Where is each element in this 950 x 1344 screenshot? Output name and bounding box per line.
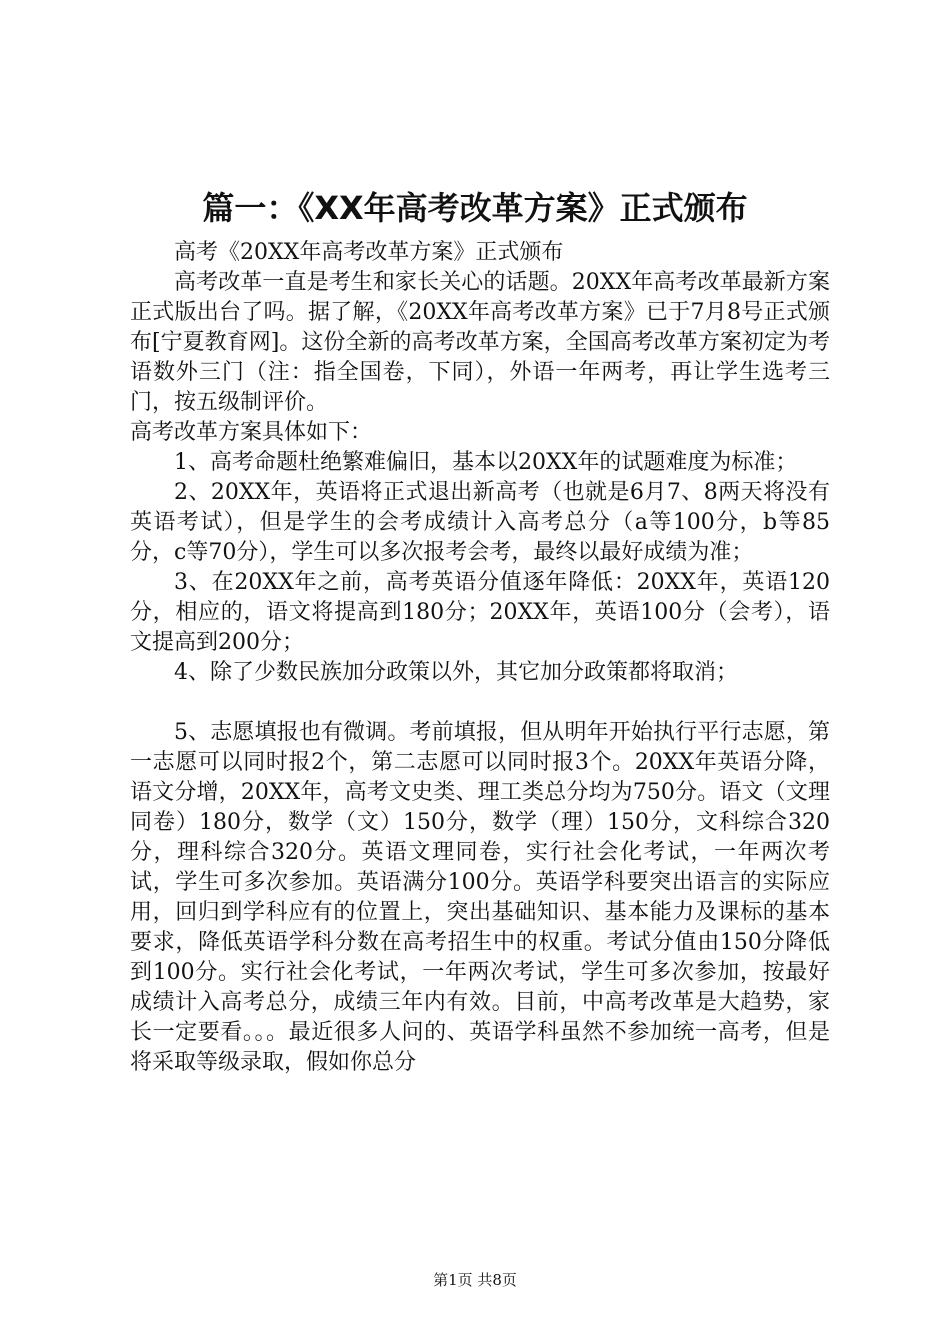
paragraph-item-5: 5、志愿填报也有微调。考前填报，但从明年开始执行平行志愿，第一志愿可以同时报2个，第二志愿可以同时报3个。: [130, 720, 830, 775]
paragraph-item-1: 1、高考命题杜绝繁难偏旧，基本以20XX年的试题难度为标准；: [174, 450, 798, 475]
paragraph-item-4: 4、除了少数民族加分政策以外，其它加分政策都将取消；: [174, 660, 738, 685]
paragraph-item-5-block: [130, 718, 830, 1078]
paragraph-item-2: 2、20XX年，英语将正式退出新高考（也就是6月7、8两天将没有英语考试），但是学生的会考成绩计入高考总分（a等100分，b等85分，c等70分），学生可以多次报考会考，最终以最好成绩为准；: [130, 480, 830, 565]
paragraph-item-3: 3、在20XX年之前，高考英语分值逐年降低：20XX年，英语120分，相应的，语文将提高到180分；20XX年，英语100分（会考），语文提高到200分；: [130, 570, 830, 655]
paragraph-subtitle: 高考《20XX年高考改革方案》正式颁布: [174, 240, 564, 265]
paragraph-intro: 高考改革一直是考生和家长关心的话题。20XX年高考改革最新方案正式版出台了吗。据了解，《20XX年高考改革方案》已于7月8号正式颁布[宁夏教育网]。这份全新的高考改革方案，全国高考改革方案初定为考语数外三门（注：指全国卷，下同），外语一年两考，再让学生选考三门，按五级制评价。: [130, 270, 830, 415]
paragraph-details: 20XX年英语分降，语文分增，20XX年，高考文史类、理工类总分均为750分。语文（文理同卷）180分，数学（文）150分，数学（理）150分，文科综合320分，理科综合320分。英语文理同卷，实行社会化考试，一年两次考试，学生可多次参加。英语满分100分。英语学科要突出语言的实际应用，回归到学科应有的位置上，突出基础知识、基本能力及课标的基本要求，降低英语学科分数在高考招生中的权重。考试分值由150分降低到100分。实行社会化考试，一年两次考试，学生可多次参加，按最好成绩计入高考总分，成绩三年内有效。目前，中高考改革是大趋势，家长一定要看。。。最近很多人问的、英语学科虽然不参加统一高考，但是将采取等级录取，假如你总分: [130, 750, 830, 1075]
document-title: 篇一：《XX年高考改革方案》正式颁布: [202, 189, 748, 227]
page-footer: 第1页 共8页: [433, 1271, 517, 1289]
paragraph-list-heading: 高考改革方案具体如下：: [130, 420, 373, 445]
document-body: [130, 238, 830, 1078]
